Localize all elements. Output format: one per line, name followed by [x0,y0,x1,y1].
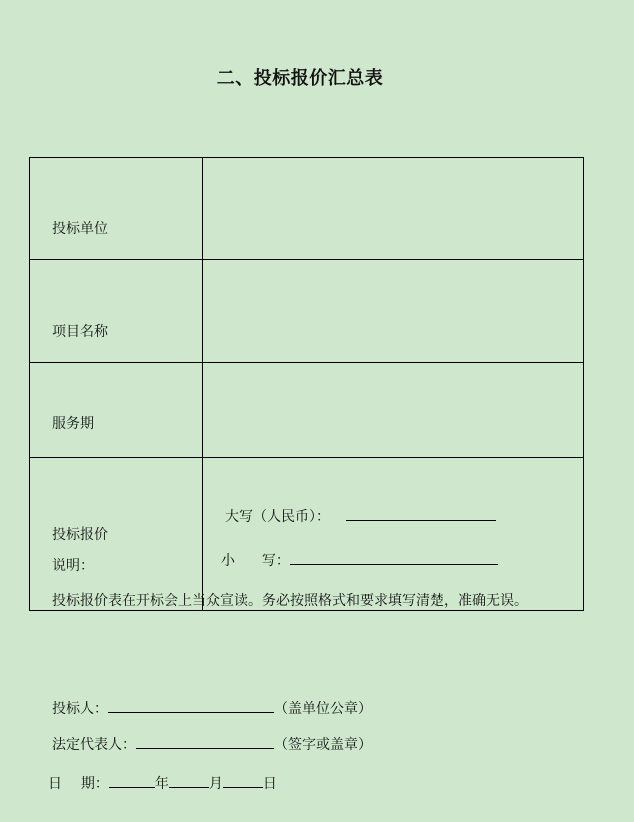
table-row [30,363,584,458]
bid-price-label: 投标报价 [30,458,203,611]
service-period-field[interactable] [203,363,584,458]
legal-rep-signature-line [52,734,372,754]
bidder-label: 投标人： [52,701,108,717]
date-label-b: 期： [80,776,109,792]
day-label: 日 [262,776,277,792]
year-field[interactable] [109,775,155,788]
price-uppercase-line [225,506,496,526]
note-title: 说明： [52,558,94,574]
price-lowercase-field[interactable] [290,552,498,565]
day-field[interactable] [223,775,263,788]
bidder-unit-label: 投标单位 [30,158,203,260]
legal-rep-suffix: （签字或盖章） [274,737,372,753]
price-uppercase-field[interactable] [346,508,496,521]
price-lowercase-label-b: 写： [261,553,290,569]
month-field[interactable] [169,775,209,788]
date-line [48,773,277,793]
bid-price-cell [203,458,584,611]
month-label: 月 [208,776,223,792]
project-name-field[interactable] [203,260,584,363]
bidder-unit-field[interactable] [203,158,584,260]
year-label: 年 [154,776,169,792]
legal-rep-field[interactable] [136,736,274,749]
table-row [30,458,584,611]
bidder-signature-line [52,698,372,718]
table-row [30,260,584,363]
price-lowercase-label-a: 小 [221,553,235,569]
table-row [30,158,584,260]
note-text: 投标报价表在开标会上当众宣读。务必按照格式和要求填写清楚，准确无误。 [52,593,528,609]
date-label-a: 日 [48,776,62,792]
legal-rep-label: 法定代表人： [52,737,136,753]
project-name-label: 项目名称 [30,260,203,363]
service-period-label: 服务期 [30,363,203,458]
price-uppercase-label: 大写（人民币）： [225,509,330,525]
price-lowercase-line [221,550,498,570]
page-title: 二、投标报价汇总表 [216,68,384,89]
bidder-field[interactable] [108,700,274,713]
bidder-suffix: （盖单位公章） [274,701,372,717]
bid-summary-table [29,157,584,611]
